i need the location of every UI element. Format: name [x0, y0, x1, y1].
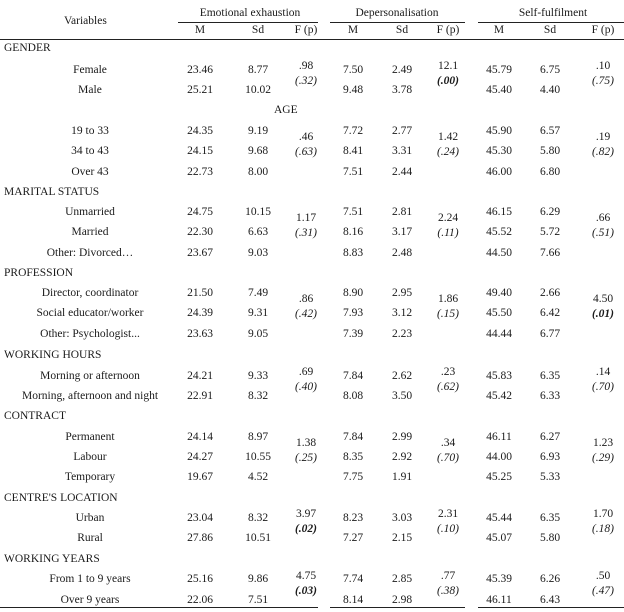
f-value: .10 — [595, 60, 611, 72]
sd-value: 3.78 — [391, 84, 413, 96]
f-value: .98 — [298, 60, 314, 72]
row-label: Over 43 — [71, 166, 109, 178]
mean-value: 45.42 — [486, 390, 512, 402]
variables-header: Variables — [64, 15, 107, 27]
mean-value: 22.06 — [187, 594, 213, 606]
mean-value: 46.11 — [486, 431, 512, 443]
p-value: (.10) — [436, 523, 460, 535]
sd-value: 2.81 — [391, 206, 413, 218]
mean-value: 44.50 — [486, 247, 512, 259]
category-heading: WORKING HOURS — [4, 349, 102, 361]
mean-value: 45.44 — [486, 512, 512, 524]
mean-value: 49.40 — [486, 287, 512, 299]
f-value: .86 — [298, 293, 314, 305]
p-value: (.25) — [294, 452, 318, 464]
p-value: (.70) — [591, 381, 615, 393]
mean-value: 7.72 — [342, 125, 364, 137]
sd-value: 2.85 — [391, 573, 413, 585]
mean-value: 8.41 — [342, 145, 364, 157]
sd-value: 10.55 — [245, 451, 271, 463]
sd-value: 2.62 — [391, 370, 413, 382]
row-label: Urban — [75, 512, 105, 524]
emotional-exhaustion-header: Emotional exhaustion — [199, 7, 301, 19]
depersonalisation-header: Depersonalisation — [355, 7, 439, 19]
category-heading: CONTRACT — [4, 410, 66, 422]
sd-value: 6.33 — [539, 390, 561, 402]
mean-value: 22.73 — [187, 166, 213, 178]
mean-value: 24.15 — [187, 145, 213, 157]
row-label: Rural — [77, 532, 103, 544]
sd-value: 8.32 — [247, 390, 269, 402]
mean-value: 45.83 — [486, 370, 512, 382]
p-value: (.00) — [436, 75, 460, 87]
mean-value: 24.35 — [187, 125, 213, 137]
row-label: Temporary — [64, 471, 116, 483]
row-label: Other: Divorced… — [46, 247, 134, 259]
mean-value: 8.90 — [342, 287, 364, 299]
sd-value: 2.92 — [391, 451, 413, 463]
mean-value: 7.27 — [342, 532, 364, 544]
mean-value: 45.50 — [486, 307, 512, 319]
p-value: (.02) — [294, 523, 318, 535]
category-heading: WORKING YEARS — [4, 553, 100, 565]
p-value: (.18) — [591, 523, 615, 535]
sd-value: 5.80 — [539, 145, 561, 157]
p-value: (.82) — [591, 146, 615, 158]
f-value: 1.23 — [592, 437, 614, 449]
bottom-rule-dp — [330, 607, 465, 608]
row-label: Permanent — [65, 431, 115, 443]
mean-value: 24.21 — [187, 370, 213, 382]
f-value: .34 — [440, 437, 456, 449]
sd-value: 7.49 — [247, 287, 269, 299]
mean-value: 7.39 — [342, 328, 364, 340]
category-heading: GENDER — [4, 42, 51, 54]
mean-value: 8.16 — [342, 226, 364, 238]
f-value: 2.24 — [437, 212, 459, 224]
p-value: (.24) — [436, 146, 460, 158]
mean-value: 45.79 — [486, 64, 512, 76]
sd-value: 8.32 — [247, 512, 269, 524]
sd-value: 2.95 — [391, 287, 413, 299]
row-label: Male — [78, 84, 102, 96]
sd-value: 5.72 — [539, 226, 561, 238]
f-value: .50 — [595, 570, 611, 582]
sd-value: 7.51 — [247, 594, 269, 606]
sd-value: 9.33 — [247, 370, 269, 382]
sd-value: 6.80 — [539, 166, 561, 178]
mean-value: 8.08 — [342, 390, 364, 402]
mean-value: 45.30 — [486, 145, 512, 157]
sd-value: 6.75 — [539, 64, 561, 76]
mean-value: 23.46 — [187, 64, 213, 76]
sd-value: 2.23 — [391, 328, 413, 340]
mean-value: 24.75 — [187, 206, 213, 218]
sd-value: 8.97 — [247, 431, 269, 443]
mean-value: 7.84 — [342, 370, 364, 382]
sd-value: 2.15 — [391, 532, 413, 544]
sd-value: 6.57 — [539, 125, 561, 137]
sd-value: 3.03 — [391, 512, 413, 524]
col-m-ee: M — [194, 24, 206, 36]
f-value: 1.17 — [295, 212, 317, 224]
f-value: 1.38 — [295, 437, 317, 449]
bottom-rule-left — [0, 607, 180, 608]
sd-value: 3.31 — [391, 145, 413, 157]
header-bottom-rule — [0, 39, 624, 40]
mean-value: 45.07 — [486, 532, 512, 544]
mean-value: 25.16 — [187, 573, 213, 585]
mean-value: 22.30 — [187, 226, 213, 238]
p-value: (.47) — [591, 585, 615, 597]
mean-value: 8.23 — [342, 512, 364, 524]
sd-value: 10.02 — [245, 84, 271, 96]
sd-value: 8.77 — [247, 64, 269, 76]
col-fp-dp: F (p) — [436, 24, 460, 36]
row-label: Director, coordinator — [41, 287, 139, 299]
mean-value: 23.04 — [187, 512, 213, 524]
f-value: 3.97 — [295, 508, 317, 520]
mean-value: 8.14 — [342, 594, 364, 606]
sd-value: 3.50 — [391, 390, 413, 402]
p-value: (.03) — [294, 585, 318, 597]
mean-value: 9.48 — [342, 84, 364, 96]
sd-value: 4.52 — [247, 471, 269, 483]
bottom-rule-sf — [478, 607, 624, 608]
mean-value: 19.67 — [187, 471, 213, 483]
sd-value: 5.80 — [539, 532, 561, 544]
mean-value: 21.50 — [187, 287, 213, 299]
col-sd-sf: Sd — [543, 24, 557, 36]
mean-value: 24.39 — [187, 307, 213, 319]
f-value: 1.42 — [437, 131, 459, 143]
f-value: 1.86 — [437, 293, 459, 305]
sd-value: 2.98 — [391, 594, 413, 606]
sd-value: 6.26 — [539, 573, 561, 585]
p-value: (.32) — [294, 75, 318, 87]
p-value: (.42) — [294, 308, 318, 320]
sd-value: 7.66 — [539, 247, 561, 259]
row-label: Morning, afternoon and night — [21, 390, 159, 402]
sd-value: 3.12 — [391, 307, 413, 319]
p-value: (.62) — [436, 381, 460, 393]
sd-value: 6.43 — [539, 594, 561, 606]
p-value: (.31) — [294, 227, 318, 239]
col-fp-sf: F (p) — [591, 24, 615, 36]
sd-value: 9.03 — [247, 247, 269, 259]
mean-value: 24.14 — [187, 431, 213, 443]
mean-value: 46.15 — [486, 206, 512, 218]
row-label: Over 9 years — [60, 594, 120, 606]
sd-value: 6.63 — [247, 226, 269, 238]
mean-value: 7.84 — [342, 431, 364, 443]
mean-value: 45.40 — [486, 84, 512, 96]
row-label: Female — [73, 64, 107, 76]
p-value: (.40) — [294, 381, 318, 393]
age-category: AGE — [274, 104, 298, 116]
mean-value: 23.67 — [187, 247, 213, 259]
mean-value: 7.75 — [342, 471, 364, 483]
row-label: From 1 to 9 years — [49, 573, 131, 585]
mean-value: 24.27 — [187, 451, 213, 463]
sd-value: 8.00 — [247, 166, 269, 178]
sd-value: 1.91 — [391, 471, 413, 483]
sd-value: 5.33 — [539, 471, 561, 483]
p-value: (.29) — [591, 452, 615, 464]
mean-value: 45.52 — [486, 226, 512, 238]
mean-value: 27.86 — [187, 532, 213, 544]
f-value: .19 — [595, 131, 611, 143]
f-value: .69 — [298, 366, 314, 378]
f-value: 1.70 — [592, 508, 614, 520]
col-m-sf: M — [493, 24, 505, 36]
mean-value: 46.11 — [486, 594, 512, 606]
f-value: .14 — [595, 366, 611, 378]
p-value: (.15) — [436, 308, 460, 320]
p-value: (.01) — [591, 308, 615, 320]
p-value: (.51) — [591, 227, 615, 239]
f-value: .77 — [440, 570, 456, 582]
sd-value: 9.86 — [247, 573, 269, 585]
row-label: Married — [71, 226, 109, 238]
sd-value: 2.44 — [391, 166, 413, 178]
p-value: (.38) — [436, 585, 460, 597]
sd-value: 6.35 — [539, 370, 561, 382]
row-label: Other: Psychologist... — [40, 328, 140, 340]
row-label: Social educator/worker — [36, 307, 144, 319]
mean-value: 25.21 — [187, 84, 213, 96]
sd-value: 9.31 — [247, 307, 269, 319]
sd-value: 2.99 — [391, 431, 413, 443]
p-value: (.75) — [591, 75, 615, 87]
mean-value: 7.51 — [342, 206, 364, 218]
p-value: (.63) — [294, 146, 318, 158]
mean-value: 46.00 — [486, 166, 512, 178]
mean-value: 8.35 — [342, 451, 364, 463]
category-heading: PROFESSION — [4, 267, 74, 279]
sd-value: 2.66 — [539, 287, 561, 299]
row-label: Morning or afternoon — [40, 370, 140, 382]
sd-value: 3.17 — [391, 226, 413, 238]
sd-value: 6.77 — [539, 328, 561, 340]
sd-value: 2.49 — [391, 64, 413, 76]
sd-value: 2.48 — [391, 247, 413, 259]
sd-value: 9.19 — [247, 125, 269, 137]
sd-value: 6.42 — [539, 307, 561, 319]
p-value: (.11) — [437, 227, 459, 239]
mean-value: 8.83 — [342, 247, 364, 259]
f-value: 2.31 — [437, 508, 459, 520]
f-value: .66 — [595, 212, 611, 224]
sd-value: 10.51 — [245, 532, 271, 544]
f-value: 4.75 — [295, 570, 317, 582]
mean-value: 7.93 — [342, 307, 364, 319]
mean-value: 45.90 — [486, 125, 512, 137]
sd-value: 6.93 — [539, 451, 561, 463]
mean-value: 22.91 — [187, 390, 213, 402]
sd-value: 9.68 — [247, 145, 269, 157]
f-value: 4.50 — [592, 293, 614, 305]
sd-value: 4.40 — [539, 84, 561, 96]
row-label: 34 to 43 — [71, 145, 109, 157]
col-sd-dp: Sd — [395, 24, 409, 36]
row-label: Labour — [73, 451, 107, 463]
f-value: .23 — [440, 366, 456, 378]
sd-value: 6.27 — [539, 431, 561, 443]
mean-value: 7.74 — [342, 573, 364, 585]
mean-value: 7.50 — [342, 64, 364, 76]
row-label: Unmarried — [65, 206, 115, 218]
sd-value: 6.35 — [539, 512, 561, 524]
sd-value: 6.29 — [539, 206, 561, 218]
sd-value: 10.15 — [245, 206, 271, 218]
mean-value: 23.63 — [187, 328, 213, 340]
sd-value: 9.05 — [247, 328, 269, 340]
mean-value: 45.25 — [486, 471, 512, 483]
f-value: .46 — [298, 131, 314, 143]
col-fp-ee: F (p) — [294, 24, 318, 36]
mean-value: 7.51 — [342, 166, 364, 178]
row-label: 19 to 33 — [71, 125, 109, 137]
mean-value: 44.44 — [486, 328, 512, 340]
p-value: (.70) — [436, 452, 460, 464]
bottom-rule-ee — [178, 607, 318, 608]
f-value: 12.1 — [437, 60, 459, 72]
col-m-dp: M — [347, 24, 359, 36]
category-heading: MARITAL STATUS — [4, 186, 100, 198]
sd-value: 2.77 — [391, 125, 413, 137]
col-sd-ee: Sd — [251, 24, 265, 36]
mean-value: 44.00 — [486, 451, 512, 463]
category-heading: CENTRE'S LOCATION — [4, 492, 118, 504]
mean-value: 45.39 — [486, 573, 512, 585]
self-fulfilment-header: Self-fulfilment — [518, 7, 588, 19]
